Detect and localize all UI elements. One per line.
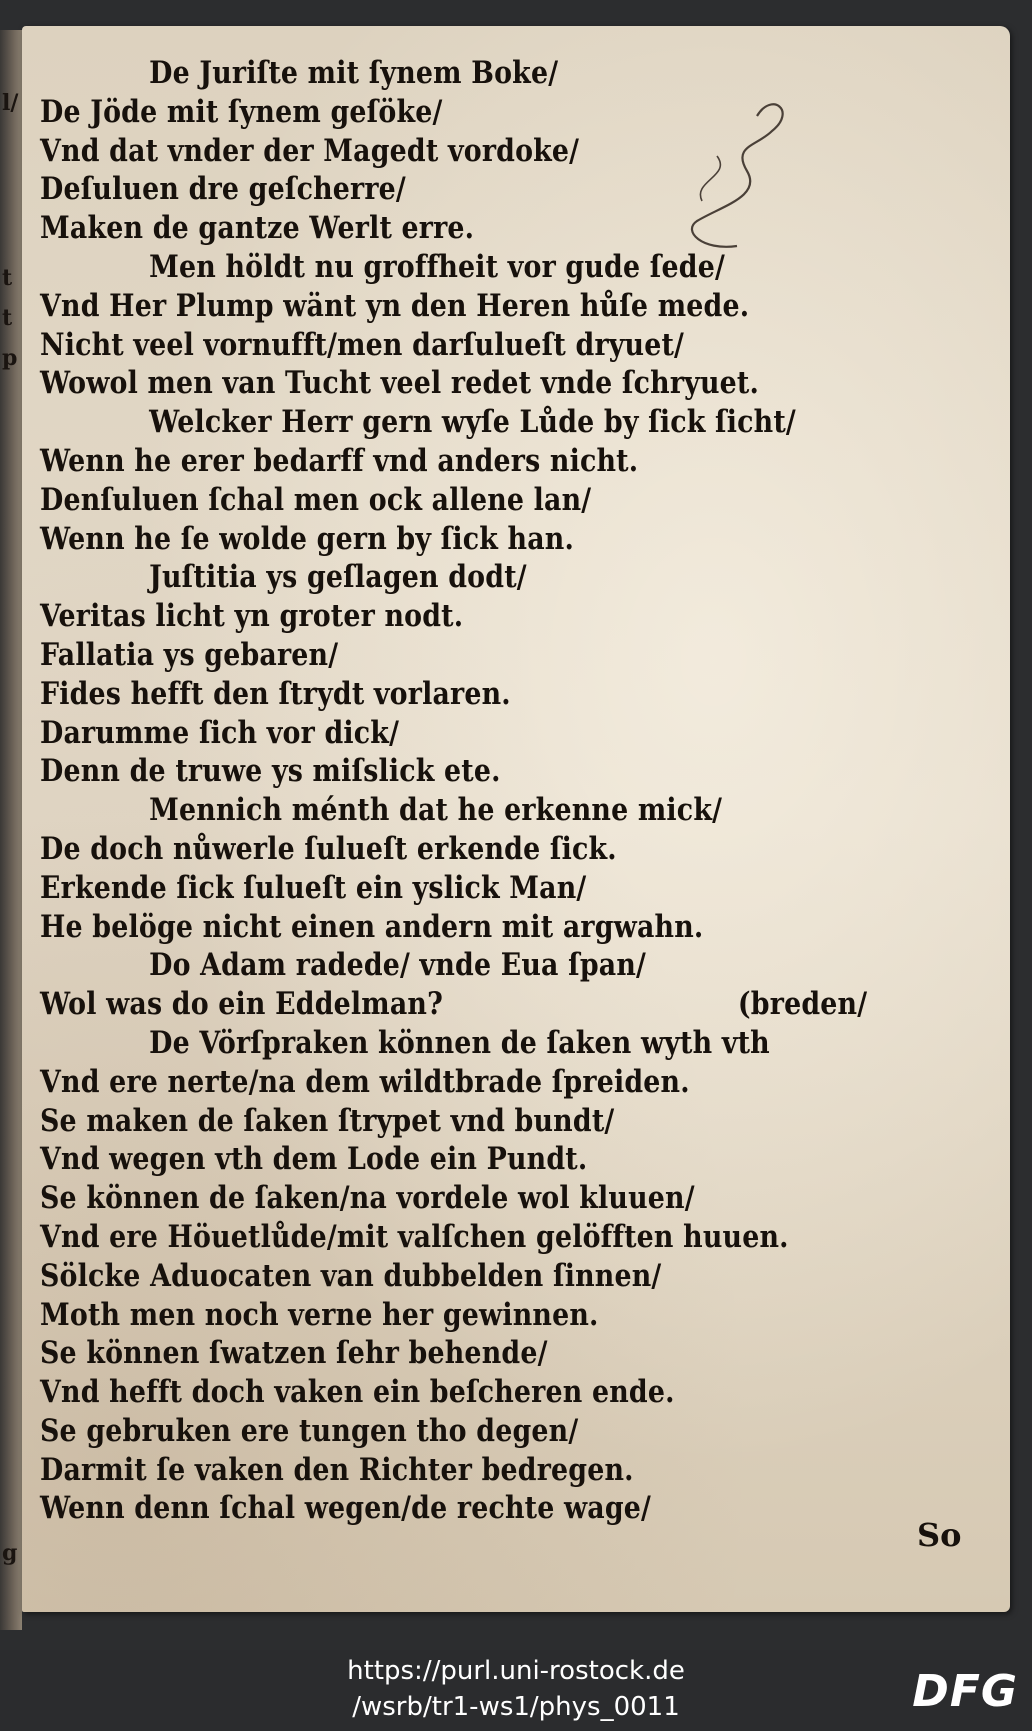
text-line: Wenn he erer bedarff vnd anders nicht. (40, 442, 639, 479)
text-line: Denſuluen ſchal men ock allene lan/ (40, 481, 592, 518)
margin-letter: l/ (2, 90, 19, 116)
text-line: De Vörſpraken können de ſaken wyth vth (149, 1024, 770, 1061)
text-line-right: (breden/ (737, 986, 868, 1023)
text-line: Erkende ſick ſulueſt ein yslick Man/ (40, 869, 587, 906)
text-line: Nicht veel vornufft/men darſulueſt dryuet/ (40, 326, 685, 363)
text-line: Se maken de ſaken ſtrypet vnd bundt/ (40, 1102, 615, 1139)
margin-letter: p (2, 345, 18, 371)
text-line: Vnd wegen vth dem Lode ein Pundt. (40, 1141, 588, 1178)
text-line: Vnd ere nerte/na dem wildtbrade ſpreiden. (40, 1063, 690, 1100)
margin-letter: t (2, 305, 13, 331)
text-line: Vnd hefft doch vaken ein beſcheren ende. (40, 1374, 675, 1411)
text-line: De Juriſte mit ſynem Boke/ (149, 55, 559, 91)
book-page (22, 26, 1010, 1612)
text-line: Darmit ſe vaken den Richter bedregen. (40, 1451, 634, 1488)
margin-letter: t (2, 265, 13, 291)
text-line: Fallatia ys gebaren/ (40, 636, 339, 673)
text-line: Do Adam radede/ vnde Eua ſpan/ (149, 947, 647, 984)
margin-letter: g (2, 1540, 18, 1566)
text-line: Vnd Her Plump wänt yn den Heren hůſe mede. (40, 287, 750, 324)
text-line: Moth men noch verne her gewinnen. (40, 1296, 599, 1333)
source-url-line1[interactable]: https://purl.uni-rostock.de (347, 1656, 685, 1686)
text-line: Wowol men van Tucht veel redet vnde ſchryuet. (40, 365, 759, 402)
text-line: Veritas licht yn groter nodt. (40, 598, 464, 635)
text-line: Vnd ere Höuetlůde/mit valſchen gelöfften huuen. (40, 1218, 789, 1255)
text-line: Denn de truwe ys miſslick ete. (40, 753, 501, 790)
text-line: Deſuluen dre geſcherre/ (40, 171, 406, 208)
text-line-left: Wol was do ein Eddelman? (40, 986, 444, 1023)
text-line: Welcker Herr gern wyſe Lůde by ſick ſicht/ (149, 404, 796, 441)
text-line: De doch nůwerle ſulueſt erkende ſick. (40, 830, 617, 867)
dfg-logo: DFG (912, 1666, 1018, 1717)
text-line: Vnd dat vnder der Magedt vordoke/ (40, 132, 580, 169)
text-line: Fides hefft den ſtrydt vorlaren. (40, 675, 511, 712)
poem-text (40, 54, 990, 1528)
source-url-line2[interactable]: /wsrb/tr1-ws1/phys_0011 (352, 1692, 680, 1722)
text-line: Se können de ſaken/na vordele wol kluuen/ (40, 1180, 695, 1217)
text-line: Se gebruken ere tungen tho degen/ (40, 1412, 579, 1449)
text-line: Sölcke Aduocaten van dubbelden ſinnen/ (40, 1257, 662, 1294)
text-line: Mennich ménth dat he erkenne mick/ (149, 792, 723, 829)
text-line: Wenn he ſe wolde gern by ſick han. (40, 520, 575, 557)
text-line: Se können ſwatzen ſehr behende/ (40, 1335, 548, 1372)
footer-bar (0, 1650, 1032, 1731)
text-line: De Jöde mit ſynem geſöke/ (40, 93, 443, 130)
text-line: Maken de gantze Werlt erre. (40, 210, 475, 247)
text-line: Wenn denn ſchal wegen/de rechte wage/ (40, 1490, 652, 1527)
text-line (40, 985, 867, 1024)
previous-page-edge (0, 60, 24, 1580)
text-line: Darumme ſich vor dick/ (40, 714, 400, 751)
text-line: Men höldt nu groffheit vor gude ſede/ (149, 248, 725, 285)
catchword: So (917, 1516, 962, 1554)
text-line: He belöge nicht einen andern mit argwahn. (40, 908, 704, 945)
text-line: Juſtitia ys geſlagen dodt/ (149, 559, 527, 596)
